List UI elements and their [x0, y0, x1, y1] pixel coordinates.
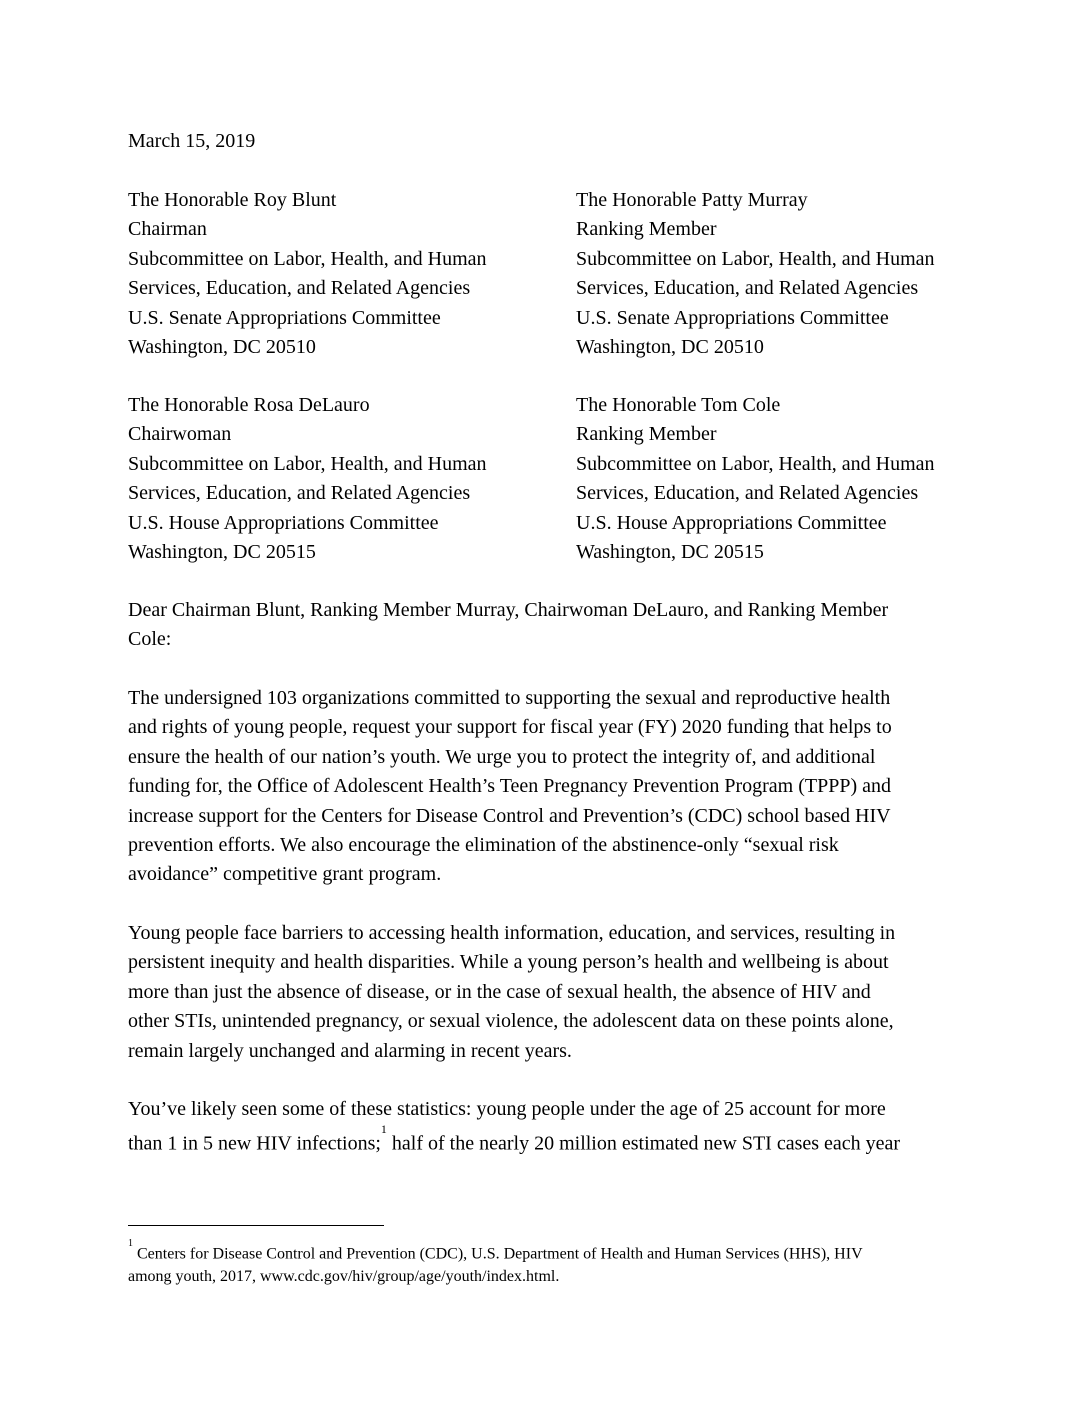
text-segment: than 1 in 5 new HIV infections;: [128, 1133, 381, 1156]
address-line: Chairwoman: [128, 423, 232, 446]
recipient-address-murray: [576, 186, 935, 362]
address-line: The Honorable Tom Cole: [576, 394, 781, 416]
body-paragraph-1: [128, 684, 960, 890]
address-line: Ranking Member: [576, 423, 717, 446]
address-line: Washington, DC 20515: [128, 540, 316, 563]
text-line: funding for, the Office of Adolescent Health’s Teen Pregnancy Prevention Program (TPPP) and: [128, 775, 891, 798]
text-line: more than just the absence of disease, or in the case of sexual health, the absence of HIV and: [128, 980, 871, 1003]
address-line: U.S. Senate Appropriations Committee: [128, 306, 441, 329]
address-line: Subcommittee on Labor, Health, and Human: [128, 247, 487, 270]
text-line: and rights of young people, request your support for fiscal year (FY) 2020 funding that helps to: [128, 716, 892, 739]
text-line: avoidance” competitive grant program.: [128, 863, 442, 886]
text-line: remain largely unchanged and alarming in recent years.: [128, 1039, 572, 1062]
text-line: increase support for the Centers for Disease Control and Prevention’s (CDC) school based HIV: [128, 804, 891, 827]
address-line: Services, Education, and Related Agencies: [576, 482, 919, 505]
text-line: other STIs, unintended pregnancy, or sexual violence, the adolescent data on these points alone,: [128, 1010, 894, 1033]
footnote-line: among youth, 2017, www.cdc.gov/hiv/group/age/youth/index.html.: [128, 1268, 560, 1286]
footnote-reference[interactable]: 1: [380, 1122, 387, 1137]
address-line: The Honorable Patty Murray: [576, 189, 808, 211]
body-paragraph-3: [128, 1095, 960, 1154]
address-line: Washington, DC 20510: [128, 335, 316, 358]
address-line: Washington, DC 20515: [576, 540, 764, 563]
text-line: The undersigned 103 organizations committed to supporting the sexual and reproductive health: [128, 687, 891, 709]
recipient-address-cole: [576, 391, 935, 567]
footnote-number: 1: [128, 1238, 133, 1249]
address-line: Subcommittee on Labor, Health, and Human: [576, 452, 935, 475]
text-line: prevention efforts. We also encourage the elimination of the abstinence-only “sexual risk: [128, 833, 839, 856]
address-line: Services, Education, and Related Agencies: [128, 482, 471, 505]
recipient-address-blunt: [128, 186, 487, 362]
text-line: Young people face barriers to accessing health information, education, and services, resulting in: [128, 922, 896, 944]
text-line: You’ve likely seen some of these statistics: young people under the age of 25 account for more: [128, 1098, 886, 1120]
address-line: Services, Education, and Related Agencies: [128, 277, 471, 300]
address-line: The Honorable Rosa DeLauro: [128, 394, 370, 416]
recipient-address-delauro: [128, 391, 487, 567]
address-line: Subcommittee on Labor, Health, and Human: [128, 452, 487, 475]
address-line: Ranking Member: [576, 218, 717, 241]
text-line: Dear Chairman Blunt, Ranking Member Murray, Chairwoman DeLauro, and Ranking Member: [128, 599, 889, 621]
text-line: Cole:: [128, 628, 172, 651]
body-paragraph-2: [128, 919, 960, 1066]
address-line: Washington, DC 20510: [576, 335, 764, 358]
address-line: Services, Education, and Related Agencies: [576, 277, 919, 300]
address-line: Subcommittee on Labor, Health, and Human: [576, 247, 935, 270]
text-segment: half of the nearly 20 million estimated new STI cases each year: [386, 1133, 901, 1156]
footnote-text: Centers for Disease Control and Prevention (CDC), U.S. Department of Health and Human Services (HHS), HIV: [133, 1245, 863, 1263]
text-line: persistent inequity and health disparities. While a young person’s health and wellbeing is about: [128, 951, 889, 974]
footnote: [128, 1238, 968, 1288]
text-line: [128, 1122, 960, 1156]
footnote-line: [128, 1238, 968, 1265]
letter-date: March 15, 2019: [128, 130, 256, 152]
address-line: The Honorable Roy Blunt: [128, 189, 337, 211]
footnote-divider: [128, 1225, 384, 1226]
address-line: U.S. Senate Appropriations Committee: [576, 306, 889, 329]
address-line: Chairman: [128, 218, 207, 241]
salutation: [128, 596, 960, 655]
text-line: ensure the health of our nation’s youth. We urge you to protect the integrity of, and additional: [128, 745, 876, 768]
address-line: U.S. House Appropriations Committee: [128, 511, 439, 534]
address-line: U.S. House Appropriations Committee: [576, 511, 887, 534]
